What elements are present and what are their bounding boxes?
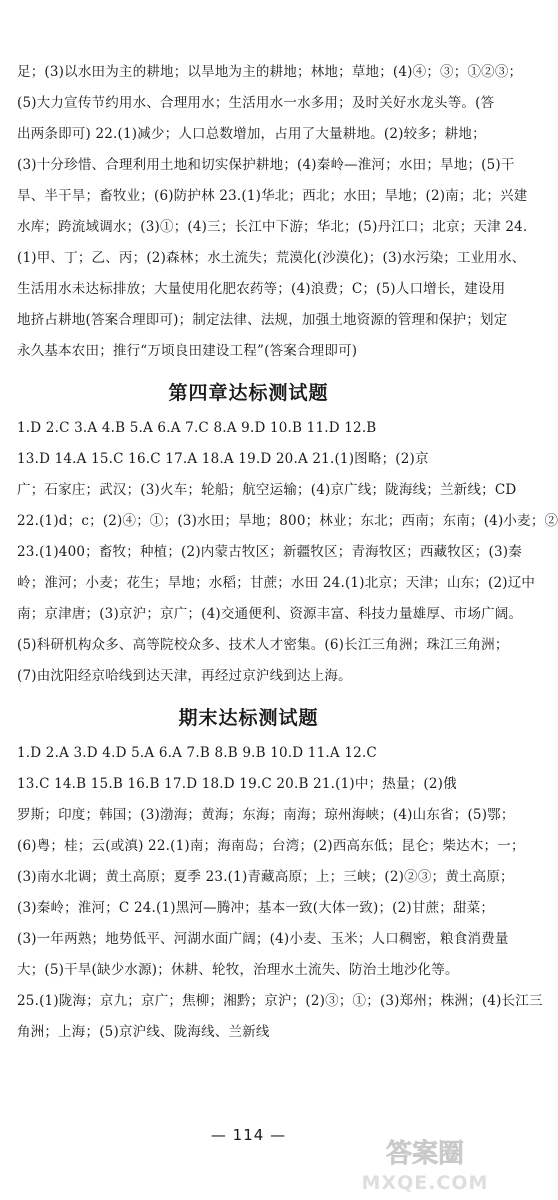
answer-line: (7)由沈阳经京哈线到达天津，再经过京沪线到达上海。 xyxy=(17,668,352,684)
answer-line: (5)科研机构众多、高等院校众多、技术人才密集。(6)长江三角洲；珠江三角洲； xyxy=(17,637,509,653)
answer-line: 南；京津唐；(3)京沪；京广；(4)交通便利、资源丰富、科技力量雄厚、市场广阔。 xyxy=(17,606,523,622)
answer-line: (3)一年两熟；地势低平、河湖水面广阔；(4)小麦、玉米；人口稠密，粮食消费量 xyxy=(17,931,509,947)
answer-line: (3)南水北调；黄土高原；夏季 23.(1)青藏高原；上；三峡；(2)②③；黄土高原； xyxy=(17,869,514,885)
answer-line: 生活用水未达标排放；大量使用化肥农药等；(4)浪费；C；(5)人口增长，建设用 xyxy=(17,281,506,297)
answer-line: (3)十分珍惜、合理利用土地和切实保护耕地；(4)秦岭—淮河；水田；旱地；(5)干 xyxy=(17,157,515,173)
page-number: — 114 — xyxy=(210,1126,287,1144)
answer-line: 永久基本农田；推行“万顷良田建设工程”(答案合理即可) xyxy=(17,343,358,359)
answer-line: 1.D 2.C 3.A 4.B 5.A 6.A 7.C 8.A 9.D 10.B 11.D 12.B xyxy=(17,420,377,436)
answer-line: (1)甲、丁；乙、丙；(2)森林；水土流失；荒漠化(沙漠化)；(3)水污染；工业用水、 xyxy=(17,250,526,266)
chapter4-heading: 第四章达标测试题 xyxy=(168,382,329,404)
answer-line: 22.(1)d；c；(2)④；①；(3)水田；旱地；800；林业；东北；西南；东南；(4)小麦；② xyxy=(17,513,558,529)
final-exam-heading: 期末达标测试题 xyxy=(178,707,319,729)
answer-line: 水库；跨流域调水；(3)①；(4)三；长江中下游；华北；(5)丹江口；北京；天津 24. xyxy=(17,219,528,235)
answer-line: (3)秦岭；淮河；C 24.(1)黑河—腾冲；基本一致(大体一致)；(2)甘蔗；甜菜； xyxy=(17,900,495,916)
watermark-url: MXQE.COM xyxy=(361,1172,489,1194)
answer-line: 地挤占耕地(答案合理即可)；制定法律、法规，加强土地资源的管理和保护；划定 xyxy=(17,312,508,328)
watermark-logo xyxy=(359,1132,491,1196)
answer-line: 23.(1)400；畜牧；种植；(2)内蒙古牧区；新疆牧区；青海牧区；西藏牧区；(3)秦 xyxy=(17,544,522,560)
answer-line: 足；(3)以水田为主的耕地；以旱地为主的耕地；林地；草地；(4)④；③；①②③； xyxy=(17,64,523,80)
watermark-text: 答案圈 xyxy=(385,1139,465,1169)
answer-line: 广；石家庄；武汉；(3)火车；轮船；航空运输；(4)京广线；陇海线；兰新线；CD xyxy=(17,482,517,498)
answer-line: (6)粤；桂；云(或滇) 22.(1)南；海南岛；台湾；(2)西高东低；昆仑；柴达木；一； xyxy=(17,838,525,854)
answer-line: (5)大力宣传节约用水、合理用水；生活用水一水多用；及时关好水龙头等。(答 xyxy=(17,95,495,111)
answer-line: 角洲；上海；(5)京沪线、陇海线、兰新线 xyxy=(17,1024,270,1040)
answer-line: 1.D 2.A 3.D 4.D 5.A 6.A 7.B 8.B 9.B 10.D 11.A 12.C xyxy=(17,745,377,761)
answer-line: 25.(1)陇海；京九；京广；焦柳；湘黔；京沪；(2)③；①；(3)郑州；株洲；(4)长江三 xyxy=(17,993,543,1009)
answer-line: 出两条即可) 22.(1)减少；人口总数增加，占用了大量耕地。(2)较多；耕地； xyxy=(17,126,486,142)
answer-line: 13.D 14.A 15.C 16.C 17.A 18.A 19.D 20.A 21.(1)图略；(2)京 xyxy=(17,451,429,467)
answer-line: 旱、半干旱；畜牧业；(6)防护林 23.(1)华北；西北；水田；旱地；(2)南；北；兴建 xyxy=(17,188,528,204)
answer-line: 13.C 14.B 15.B 16.B 17.D 18.D 19.C 20.B 21.(1)中；热量；(2)俄 xyxy=(17,776,457,792)
answer-line: 岭；淮河；小麦；花生；旱地；水稻；甘蔗；水田 24.(1)北京；天津；山东；(2)辽中 xyxy=(17,575,536,591)
answer-line: 大；(5)干旱(缺少水源)；休耕、轮牧，治理水土流失、防治土地沙化等。 xyxy=(17,962,459,978)
answer-line: 罗斯；印度；韩国；(3)渤海；黄海；东海；南海；琼州海峡；(4)山东省；(5)鄂； xyxy=(17,807,515,823)
